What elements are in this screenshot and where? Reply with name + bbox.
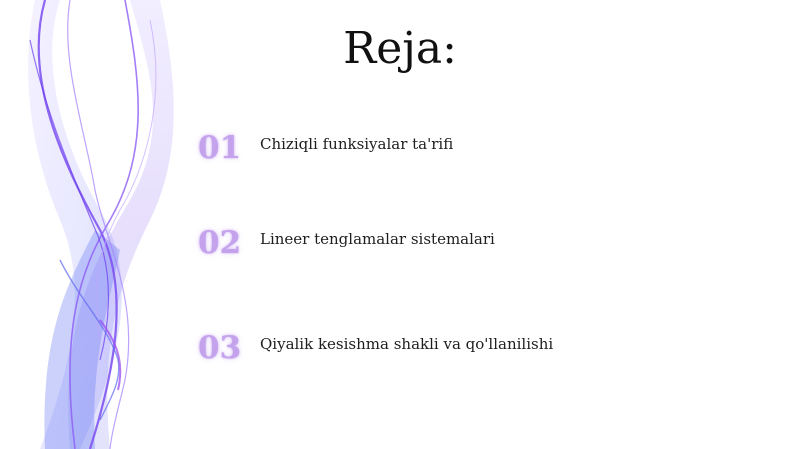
slide-title: Reja: <box>343 23 457 74</box>
purple-smoke-decoration <box>0 0 210 449</box>
item-number: 02 <box>198 225 242 261</box>
item-text: Qiyalik kesishma shakli va qo'llanilishi <box>260 335 554 353</box>
list-item <box>198 128 758 172</box>
item-text: Chiziqli funksiyalar ta'rifi <box>260 135 454 153</box>
list-item <box>198 328 758 372</box>
list-item <box>198 223 758 267</box>
item-text: Lineer tenglamalar sistemalari <box>260 230 495 248</box>
item-number: 01 <box>198 130 242 166</box>
item-number: 03 <box>198 330 242 366</box>
